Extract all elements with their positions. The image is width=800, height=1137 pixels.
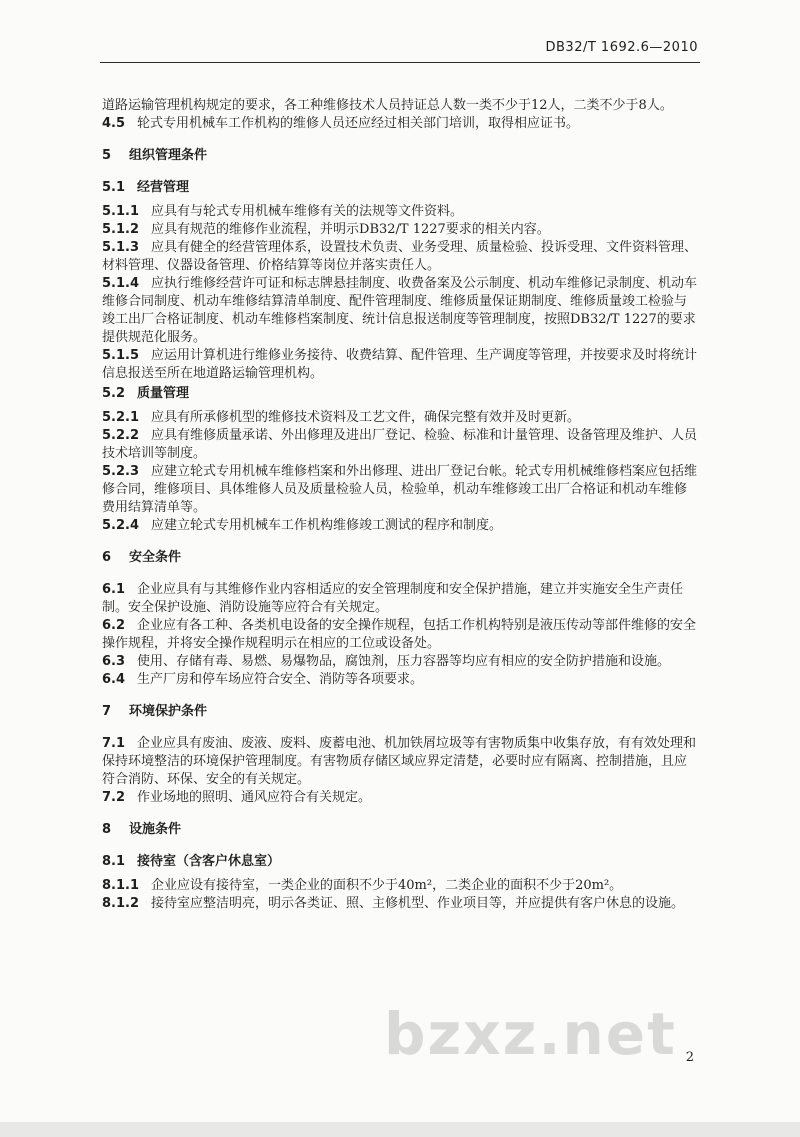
subsection-heading — [102, 385, 698, 403]
clause-number: 5.2.1 — [102, 410, 140, 425]
clause-number: 5.1.5 — [102, 348, 140, 363]
clause-paragraph — [102, 517, 698, 535]
clause-number: 7.2 — [102, 790, 126, 805]
clause-text: 应具有规范的维修作业流程，并明示DB32/T 1227要求的相关内容。 — [151, 222, 550, 237]
clause-text: 企业应有各工种、各类机电设备的安全操作规程，包括工作机构特别是液压传动等部件维修的安全操作规程，并将安全操作规程明示在相应的工位或设备处。 — [102, 618, 697, 651]
clause-number: 5.2.2 — [102, 428, 140, 443]
clause-text: 组织管理条件 — [129, 148, 208, 163]
clause-number: 6.1 — [102, 582, 126, 597]
clause-number: 8.1.1 — [102, 878, 140, 893]
clause-number: 8.1 — [102, 854, 126, 869]
clause-number: 6.3 — [102, 654, 126, 669]
clause-paragraph — [102, 617, 698, 653]
clause-number: 5.1.3 — [102, 240, 140, 255]
clause-number: 5.2.3 — [102, 464, 140, 479]
clause-text: 安全条件 — [129, 550, 182, 565]
clause-paragraph — [102, 653, 698, 671]
watermark-logo: bzxz.net — [384, 1000, 677, 1068]
clause-paragraph — [102, 239, 698, 275]
clause-number: 6.4 — [102, 672, 126, 687]
clause-paragraph — [102, 347, 698, 383]
clause-text: 应建立轮式专用机械车工作机构维修竣工测试的程序和制度。 — [151, 518, 503, 533]
clause-number: 5.1.1 — [102, 204, 140, 219]
clause-number: 5.2.4 — [102, 518, 140, 533]
continued-paragraph — [102, 97, 698, 115]
clause-text: 企业应具有与其维修作业内容相适应的安全管理制度和安全保护措施，建立并实施安全生产责任制。安全保护设施、消防设施等应符合有关规定。 — [102, 582, 684, 615]
clause-number: 5.2 — [102, 386, 126, 401]
subsection-heading — [102, 853, 698, 871]
clause-paragraph — [102, 671, 698, 689]
clause-text: 应建立轮式专用机械车维修档案和外出修理、进出厂登记台帐。轮式专用机械维修档案应包括维修合同，维修项目、具体维修人员及质量检验人员，检验单，机动车维修竣工出厂合格证和机动车维修费用结算清单等。 — [102, 464, 698, 515]
clause-paragraph — [102, 735, 698, 789]
section-heading — [102, 703, 698, 721]
header-divider — [100, 62, 700, 63]
clause-text: 应执行维修经营许可证和标志牌悬挂制度、收费备案及公示制度、机动车维修记录制度、机动车维修合同制度、机动车维修结算清单制度、配件管理制度、维修质量保证期制度、维修质量竣工检验与竣工出厂合格证制度、机动车维修档案制度、统计信息报送制度等管理制度，按照DB32/T 1227的要求提供规范化服务。 — [102, 276, 698, 345]
clause-number: 6 — [102, 550, 112, 565]
clause-text: 应具有健全的经营管理体系，设置技术负责、业务受理、质量检验、投诉受理、文件资料管理、材料管理、仪器设备管理、价格结算等岗位并落实责任人。 — [102, 240, 698, 273]
clause-number: 7.1 — [102, 736, 126, 751]
document-body — [102, 97, 698, 913]
page-number: 2 — [685, 1050, 694, 1065]
clause-paragraph — [102, 895, 698, 913]
clause-number: 8 — [102, 822, 112, 837]
clause-text: 企业应设有接待室，一类企业的面积不少于40m²，二类企业的面积不少于20m²。 — [151, 878, 623, 893]
subsection-heading — [102, 179, 698, 197]
clause-paragraph — [102, 221, 698, 239]
clause-text: 质量管理 — [137, 386, 190, 401]
section-heading — [102, 549, 698, 567]
clause-text: 环境保护条件 — [129, 704, 208, 719]
clause-text: 应具有所承修机型的维修技术资料及工艺文件，确保完整有效并及时更新。 — [151, 410, 581, 425]
clause-number: 6.2 — [102, 618, 126, 633]
clause-text: 生产厂房和停车场应符合安全、消防等各项要求。 — [137, 672, 424, 687]
clause-text: 道路运输管理机构规定的要求，各工种维修技术人员持证总人数一类不少于12人，二类不少于8人。 — [102, 98, 673, 113]
clause-text: 轮式专用机械车工作机构的维修人员还应经过相关部门培训，取得相应证书。 — [137, 116, 580, 131]
clause-text: 接待室应整洁明亮，明示各类证、照、主修机型、作业项目等，并应提供有客户休息的设施。 — [151, 896, 685, 911]
clause-number: 5 — [102, 148, 112, 163]
clause-number: 4.5 — [102, 116, 126, 131]
clause-text: 作业场地的照明、通风应符合有关规定。 — [137, 790, 372, 805]
clause-paragraph — [102, 877, 698, 895]
clause-text: 应具有与轮式专用机械车维修有关的法规等文件资料。 — [151, 204, 464, 219]
clause-number: 7 — [102, 704, 112, 719]
clause-paragraph — [102, 427, 698, 463]
clause-paragraph — [102, 581, 698, 617]
clause-number: 5.1.2 — [102, 222, 140, 237]
page-bottom-edge — [0, 1122, 800, 1137]
clause-paragraph — [102, 789, 698, 807]
clause-text: 经营管理 — [137, 180, 190, 195]
clause-number: 8.1.2 — [102, 896, 140, 911]
clause-text: 接待室（含客户休息室） — [137, 854, 281, 869]
clause-paragraph — [102, 275, 698, 347]
clause-number: 5.1 — [102, 180, 126, 195]
clause-text: 使用、存储有毒、易燃、易爆物品，腐蚀剂，压力容器等均应有相应的安全防护措施和设施。 — [137, 654, 671, 669]
standard-code: DB32/T 1692.6—2010 — [545, 40, 698, 55]
clause-paragraph — [102, 115, 698, 133]
clause-text: 应具有维修质量承诺、外出修理及进出厂登记、检验、标准和计量管理、设备管理及维护、人员技术培训等制度。 — [102, 428, 698, 461]
clause-text: 设施条件 — [129, 822, 182, 837]
section-heading — [102, 147, 698, 165]
clause-text: 企业应具有废油、废液、废料、废蓄电池、机加铁屑垃圾等有害物质集中收集存放，有有效处理和保持环境整洁的环境保护管理制度。有害物质存储区域应界定清楚，必要时应有隔离、控制措施，且应符合消防、环保、安全的有关规定。 — [102, 736, 697, 787]
clause-number: 5.1.4 — [102, 276, 140, 291]
section-heading — [102, 821, 698, 839]
clause-paragraph — [102, 463, 698, 517]
clause-paragraph — [102, 409, 698, 427]
clause-paragraph — [102, 203, 698, 221]
clause-text: 应运用计算机进行维修业务接待、收费结算、配件管理、生产调度等管理，并按要求及时将统计信息报送至所在地道路运输管理机构。 — [102, 348, 698, 381]
